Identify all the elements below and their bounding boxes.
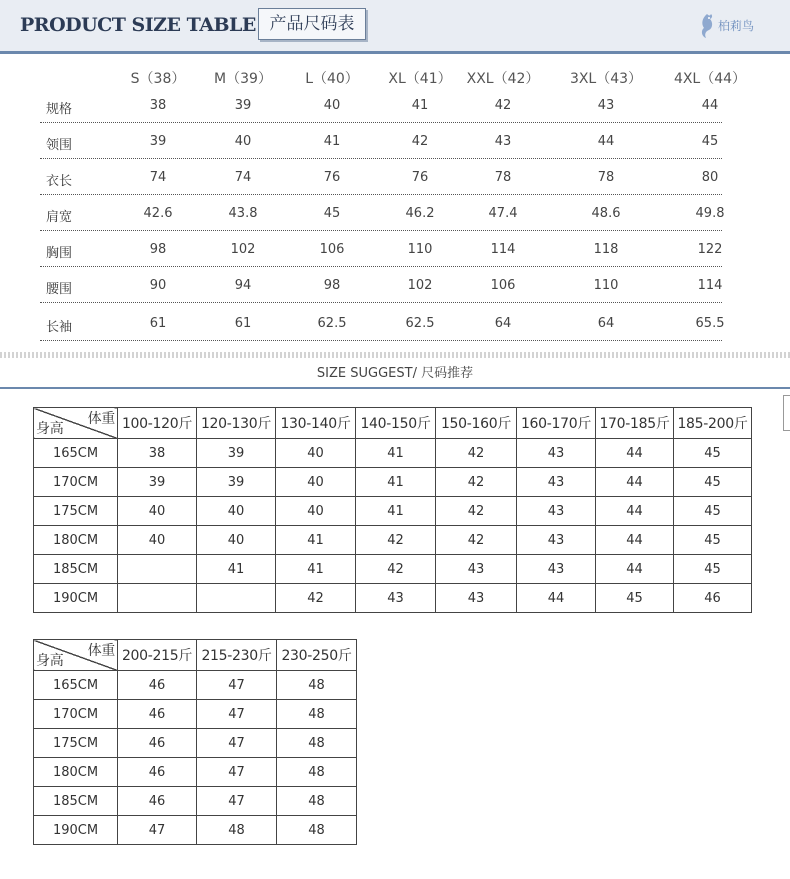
size-suggest-cell: 40 (276, 497, 356, 526)
size-cell: 64 (494, 316, 512, 331)
size-suggest-cell: 47 (197, 758, 277, 787)
height-row-header: 175CM (34, 729, 118, 758)
size-suggest-cell: 44 (596, 497, 674, 526)
size-cell: 110 (407, 242, 433, 257)
page-title-cn: 产品尺码表 (258, 8, 366, 40)
size-suggest-cell: 41 (356, 439, 436, 468)
table-row (34, 671, 357, 700)
size-cell: 114 (697, 278, 723, 293)
size-cell: 78 (597, 170, 615, 185)
size-suggest-cell: 43 (517, 526, 596, 555)
size-suggest-cell: 42 (356, 526, 436, 555)
size-suggest-cell: 46 (118, 700, 197, 729)
table-row (34, 468, 752, 497)
size-row-label: 肩宽 (46, 210, 73, 225)
size-suggest-cell: 46 (118, 787, 197, 816)
size-cell: 76 (323, 170, 341, 185)
size-cell: 45 (701, 134, 719, 149)
size-cell: 118 (593, 242, 619, 257)
size-suggest-cell: 44 (596, 526, 674, 555)
weight-column-header: 160-170斤 (517, 408, 596, 439)
size-column-header: L（40） (305, 71, 359, 87)
size-column-header: S（38） (130, 71, 186, 87)
size-cell: 62.5 (317, 316, 347, 331)
bird-logo-icon (698, 12, 716, 40)
size-suggest-cell: 44 (596, 439, 674, 468)
size-column-header: 4XL（44） (673, 71, 747, 87)
size-cell: 102 (407, 278, 433, 293)
size-suggest-cell: 48 (277, 729, 357, 758)
size-suggest-cell: 48 (277, 787, 357, 816)
table-row (34, 816, 357, 845)
size-suggest-cell: 45 (674, 555, 752, 584)
brand-logo (698, 12, 768, 40)
size-suggest-cell: 43 (436, 555, 517, 584)
size-suggest-table-2 (33, 639, 357, 845)
size-cell: 46.2 (405, 206, 435, 221)
size-suggest-cell: 42 (436, 439, 517, 468)
size-suggest-cell: 48 (277, 671, 357, 700)
weight-column-header: 140-150斤 (356, 408, 436, 439)
size-suggest-cell (118, 584, 197, 613)
size-column-header: XXL（42） (466, 71, 540, 87)
size-column-header: 3XL（43） (569, 71, 643, 87)
size-cell: 42 (494, 98, 512, 113)
size-suggest-cell: 47 (197, 787, 277, 816)
size-suggest-cell: 43 (517, 468, 596, 497)
weight-axis-label: 体重 (87, 411, 115, 427)
weight-column-header: 150-160斤 (436, 408, 517, 439)
height-row-header: 190CM (34, 816, 118, 845)
table-row (34, 555, 752, 584)
table-row (34, 700, 357, 729)
header-banner (0, 0, 790, 54)
page-title: PRODUCT SIZE TABLE (20, 14, 256, 36)
height-row-header: 170CM (34, 700, 118, 729)
size-suggest-cell: 39 (197, 439, 276, 468)
size-cell: 61 (149, 316, 167, 331)
size-cell: 41 (411, 98, 429, 113)
row-divider (40, 302, 722, 303)
size-suggest-cell: 42 (356, 555, 436, 584)
height-axis-label: 身高 (36, 421, 64, 437)
size-suggest-cell: 40 (197, 526, 276, 555)
table-corner-header (34, 408, 118, 439)
size-cell: 74 (149, 170, 167, 185)
height-row-header: 165CM (34, 439, 118, 468)
weight-axis-label: 体重 (87, 643, 115, 659)
size-suggest-cell (197, 584, 276, 613)
size-cell: 48.6 (591, 206, 621, 221)
row-divider (40, 194, 722, 195)
size-suggest-cell: 46 (674, 584, 752, 613)
size-suggest-table-1 (33, 407, 752, 613)
size-suggest-cell: 42 (436, 468, 517, 497)
height-row-header: 180CM (34, 526, 118, 555)
size-row-label: 长袖 (46, 320, 73, 335)
weight-column-header: 185-200斤 (674, 408, 752, 439)
size-suggest-cell: 44 (596, 555, 674, 584)
size-cell: 62.5 (405, 316, 435, 331)
size-cell: 122 (697, 242, 723, 257)
size-cell: 42.6 (143, 206, 173, 221)
size-cell: 47.4 (488, 206, 518, 221)
size-row-label: 领围 (46, 138, 73, 153)
size-cell: 41 (323, 134, 341, 149)
table-row (34, 439, 752, 468)
size-suggest-cell: 48 (277, 758, 357, 787)
table-row (34, 729, 357, 758)
size-suggest-cell: 40 (276, 439, 356, 468)
size-suggest-cell: 41 (197, 555, 276, 584)
size-suggest-cell: 43 (356, 584, 436, 613)
weight-column-header: 200-215斤 (118, 640, 197, 671)
size-cell: 49.8 (695, 206, 725, 221)
size-suggest-cell: 41 (356, 468, 436, 497)
size-cell: 90 (149, 278, 167, 293)
size-cell: 106 (490, 278, 516, 293)
height-row-header: 180CM (34, 758, 118, 787)
size-suggest-cell: 48 (197, 816, 277, 845)
size-cell: 114 (490, 242, 516, 257)
height-row-header: 165CM (34, 671, 118, 700)
size-suggest-cell: 42 (436, 526, 517, 555)
weight-column-header: 230-250斤 (277, 640, 357, 671)
height-row-header: 175CM (34, 497, 118, 526)
size-cell: 43 (597, 98, 615, 113)
size-suggest-cell: 43 (517, 555, 596, 584)
size-suggest-cell: 46 (118, 758, 197, 787)
size-suggest-cell: 40 (276, 468, 356, 497)
size-suggest-cell: 41 (276, 555, 356, 584)
size-cell: 43.8 (228, 206, 258, 221)
size-cell: 43 (494, 134, 512, 149)
size-cell: 40 (234, 134, 252, 149)
size-suggest-cell: 39 (197, 468, 276, 497)
section-divider (0, 352, 790, 358)
size-cell: 80 (701, 170, 719, 185)
row-divider (40, 122, 722, 123)
weight-column-header: 100-120斤 (118, 408, 197, 439)
size-cell: 98 (149, 242, 167, 257)
size-suggest-cell: 40 (118, 497, 197, 526)
size-suggest-cell: 43 (517, 439, 596, 468)
size-suggest-cell (118, 555, 197, 584)
size-suggest-cell: 46 (118, 671, 197, 700)
height-row-header: 190CM (34, 584, 118, 613)
size-suggest-cell: 48 (277, 816, 357, 845)
size-suggest-cell: 45 (674, 468, 752, 497)
size-cell: 98 (323, 278, 341, 293)
size-suggest-cell: 45 (674, 497, 752, 526)
table-row (34, 497, 752, 526)
table-row (34, 758, 357, 787)
size-suggest-cell: 47 (118, 816, 197, 845)
size-cell: 61 (234, 316, 252, 331)
size-suggest-title: SIZE SUGGEST/ 尺码推荐 (316, 366, 474, 381)
product-size-chart (0, 60, 790, 350)
size-cell: 40 (323, 98, 341, 113)
size-suggest-cell: 45 (674, 526, 752, 555)
size-suggest-cell: 47 (197, 671, 277, 700)
row-divider (40, 230, 722, 231)
table-row (34, 787, 357, 816)
size-cell: 39 (149, 134, 167, 149)
size-cell: 106 (319, 242, 345, 257)
size-suggest-cell: 45 (596, 584, 674, 613)
size-cell: 78 (494, 170, 512, 185)
size-cell: 94 (234, 278, 252, 293)
size-cell: 65.5 (695, 316, 725, 331)
size-row-label: 胸围 (46, 246, 73, 261)
size-suggest-cell: 47 (197, 700, 277, 729)
size-row-label: 规格 (46, 102, 73, 117)
size-cell: 74 (234, 170, 252, 185)
height-row-header: 185CM (34, 555, 118, 584)
size-suggest-cell: 40 (118, 526, 197, 555)
size-cell: 44 (701, 98, 719, 113)
size-suggest-cell: 42 (436, 497, 517, 526)
height-axis-label: 身高 (36, 653, 64, 669)
table-row (34, 584, 752, 613)
weight-column-header: 215-230斤 (197, 640, 277, 671)
size-cell: 45 (323, 206, 341, 221)
size-cell: 76 (411, 170, 429, 185)
table-corner-header (34, 640, 118, 671)
size-suggest-cell: 38 (118, 439, 197, 468)
size-suggest-cell: 43 (436, 584, 517, 613)
size-suggest-cell: 44 (596, 468, 674, 497)
size-cell: 64 (597, 316, 615, 331)
row-divider (40, 340, 722, 341)
size-suggest-cell: 40 (197, 497, 276, 526)
size-suggest-cell: 47 (197, 729, 277, 758)
suggest-divider (0, 387, 790, 389)
size-cell: 42 (411, 134, 429, 149)
table-row (34, 526, 752, 555)
row-divider (40, 158, 722, 159)
size-cell: 38 (149, 98, 167, 113)
edge-marker (783, 395, 790, 431)
brand-name: 柏莉鸟 (718, 19, 755, 33)
size-suggest-cell: 45 (674, 439, 752, 468)
row-divider (40, 266, 722, 267)
size-cell: 102 (230, 242, 256, 257)
size-suggest-cell: 41 (356, 497, 436, 526)
size-row-label: 腰围 (46, 282, 73, 297)
size-column-header: M（39） (214, 71, 272, 87)
weight-column-header: 120-130斤 (197, 408, 276, 439)
weight-column-header: 130-140斤 (276, 408, 356, 439)
size-cell: 44 (597, 134, 615, 149)
weight-column-header: 170-185斤 (596, 408, 674, 439)
size-cell: 110 (593, 278, 619, 293)
size-column-header: XL（41） (388, 71, 452, 87)
size-cell: 39 (234, 98, 252, 113)
height-row-header: 170CM (34, 468, 118, 497)
size-suggest-cell: 39 (118, 468, 197, 497)
size-suggest-cell: 46 (118, 729, 197, 758)
size-suggest-cell: 44 (517, 584, 596, 613)
size-suggest-cell: 41 (276, 526, 356, 555)
size-row-label: 衣长 (46, 174, 73, 189)
size-suggest-cell: 43 (517, 497, 596, 526)
height-row-header: 185CM (34, 787, 118, 816)
size-suggest-cell: 48 (277, 700, 357, 729)
size-suggest-cell: 42 (276, 584, 356, 613)
